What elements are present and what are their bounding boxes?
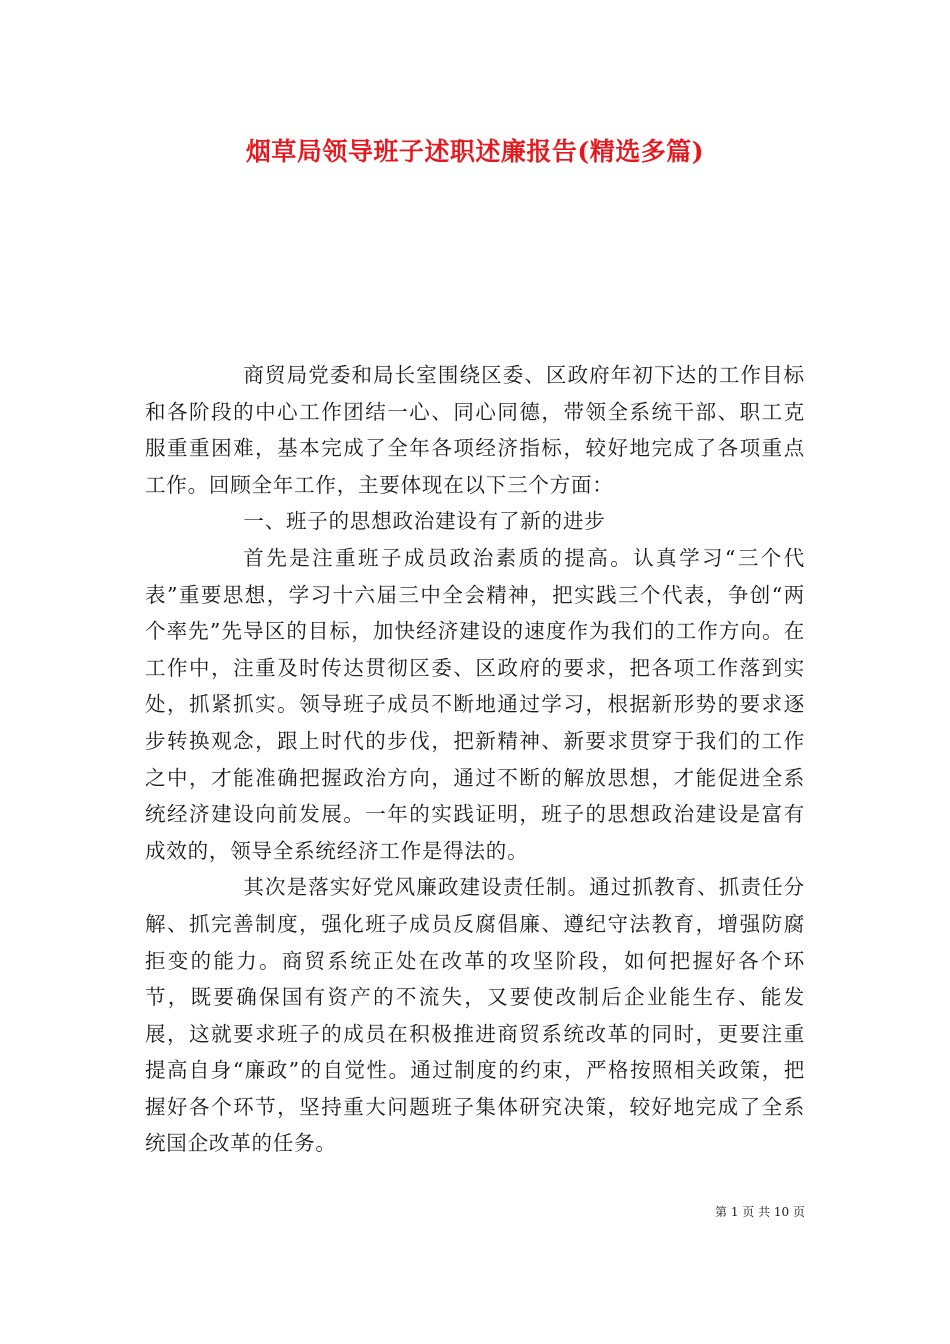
- document-body: [145, 357, 805, 1162]
- paragraph-intro: 商贸局党委和局长室围绕区委、区政府年初下达的工作目标和各阶段的中心工作团结一心、同心同德，带领全系统干部、职工克服重重困难，基本完成了全年各项经济指标，较好地完成了各项重点工作。回顾全年工作，主要体现在以下三个方面：: [145, 363, 805, 497]
- page-number: 第 1 页 共 10 页: [715, 1205, 805, 1219]
- paragraph-political-quality: 首先是注重班子成员政治素质的提高。认真学习“三个代表”重要思想，学习十六届三中全会精神，把实践三个代表，争创“两个率先”先导区的目标，加快经济建设的速度作为我们的工作方向。在工作中，注重及时传达贯彻区委、区政府的要求，把各项工作落到实处，抓紧抓实。领导班子成员不断地通过学习，根据新形势的要求逐步转换观念，跟上时代的步伐，把新精神、新要求贯穿于我们的工作之中，才能准确把握政治方向，通过不断的解放思想，才能促进全系统经济建设向前发展。一年的实践证明，班子的思想政治建设是富有成效的，领导全系统经济工作是得法的。: [145, 545, 805, 863]
- document-title: 烟草局领导班子述职述廉报告(精选多篇): [245, 137, 705, 166]
- section-heading: 一、班子的思想政治建设有了新的进步: [243, 509, 606, 534]
- paragraph-anti-corruption: 其次是落实好党风廉政建设责任制。通过抓教育、抓责任分解、抓完善制度，强化班子成员反腐倡廉、遵纪守法教育，增强防腐拒变的能力。商贸系统正处在改革的攻坚阶段，如何把握好各个环节，既要确保国有资产的不流失，又要使改制后企业能生存、能发展，这就要求班子的成员在积极推进商贸系统改革的同时，更要注重提高自身“廉政”的自觉性。通过制度的约束，严格按照相关政策，把握好各个环节，坚持重大问题班子集体研究决策，较好地完成了全系统国企改革的任务。: [145, 875, 805, 1156]
